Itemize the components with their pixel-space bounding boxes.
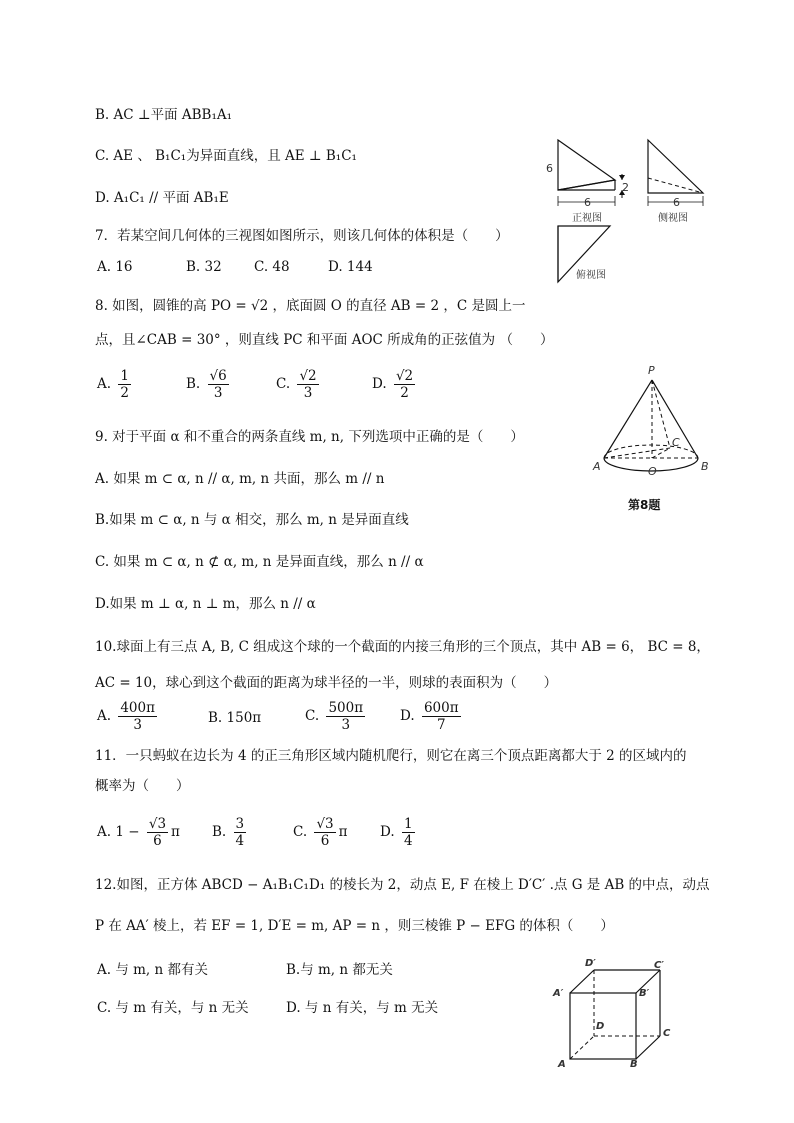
q9-option-a: A. 如果 m ⊂ α, n // α, m, n 共面，那么 m // n xyxy=(95,471,385,487)
q7-option-d: D. 144 xyxy=(328,259,373,275)
top-view-label: 俯视图 xyxy=(576,270,606,281)
q11-option-c-letter: C. xyxy=(293,824,308,840)
q8-option-b-den: 3 xyxy=(213,385,223,401)
q10-option-c-den: 3 xyxy=(341,717,351,733)
q8-option-c-letter: C. xyxy=(276,376,291,392)
q10-option-b-letter: B. xyxy=(208,710,223,726)
dim-6-left: 6 xyxy=(546,162,553,175)
q11-option-d-letter: D. xyxy=(380,824,395,840)
q12-option-d: D. 与 n 有关，与 m 无关 xyxy=(286,1000,439,1016)
q7-option-a: A. 16 xyxy=(97,259,133,275)
q11-option-a xyxy=(97,816,180,849)
q8-option-a xyxy=(97,368,134,401)
cone-label-c: C xyxy=(672,436,680,449)
dim-6-side: 6 xyxy=(673,196,680,209)
three-view-figure xyxy=(540,130,720,290)
q12-option-c: C. 与 m 有关，与 n 无关 xyxy=(97,1000,249,1016)
dim-6-front: 6 xyxy=(584,196,591,209)
q8-option-a-den: 2 xyxy=(120,385,129,401)
front-view-label: 正视图 xyxy=(572,213,602,224)
q10-option-a-den: 3 xyxy=(133,717,142,733)
q8-stem-line1: 8. 如图，圆锥的高 PO = √2 ，底面圆 O 的直径 AB = 2 ，C 是圆上一 xyxy=(95,298,526,314)
q10-stem-line2: AC = 10，球心到这个截面的距离为球半径的一半，则球的表面积为（ ） xyxy=(95,675,558,691)
dim-2: 2 xyxy=(622,181,629,194)
q10-option-b xyxy=(208,710,261,726)
q6-option-b: B. AC ⊥平面 ABB₁A₁ xyxy=(95,107,233,123)
q11-stem-line1: 11．一只蚂蚁在边长为 4 的正三角形区域内随机爬行，则它在离三个顶点距离都大于 2 的区域内的 xyxy=(95,748,687,764)
q12-option-a: A. 与 m, n 都有关 xyxy=(97,962,208,978)
q11-option-a-pre: 1 − xyxy=(115,824,140,840)
q6-option-d: D. A₁C₁ // 平面 AB₁E xyxy=(95,190,229,206)
cube-label-c1: C′ xyxy=(654,960,664,971)
q6-option-c: C. AE 、 B₁C₁为异面直线，且 AE ⊥ B₁C₁ xyxy=(95,148,357,164)
q11-option-a-letter: A. xyxy=(97,824,112,840)
cube-label-d: D xyxy=(596,1021,605,1032)
q11-option-d-num: 1 xyxy=(403,816,413,832)
cube-label-a1: A′ xyxy=(553,988,564,999)
q10-option-c-num: 500π xyxy=(328,700,364,716)
side-view-label: 侧视图 xyxy=(658,213,688,224)
cube-label-b1: B′ xyxy=(639,988,650,999)
q11-option-c-num: √3 xyxy=(316,816,334,832)
q10-option-a-num: 400π xyxy=(120,700,155,716)
q8-option-d xyxy=(372,368,418,401)
q9-option-b: B.如果 m ⊂ α, n 与 α 相交，那么 m, n 是异面直线 xyxy=(95,512,409,528)
q7-stem: 7．若某空间几何体的三视图如图所示，则该几何体的体积是（ ） xyxy=(95,228,509,244)
q9-option-d: D.如果 m ⊥ α, n ⊥ m，那么 n // α xyxy=(95,596,316,612)
q8-option-a-letter: A. xyxy=(97,376,112,392)
q11-option-d xyxy=(380,816,418,849)
cone-label-p: P xyxy=(648,364,655,377)
q8-stem-line2: 点，且∠CAB = 30° ，则直线 PC 和平面 AOC 所成角的正弦值为 （ ） xyxy=(95,332,554,348)
q11-option-c xyxy=(293,816,348,849)
q8-option-a-num: 1 xyxy=(120,368,129,384)
q9-option-c: C. 如果 m ⊂ α, n ⊄ α, m, n 是异面直线，那么 n // α xyxy=(95,554,424,570)
q9-stem: 9. 对于平面 α 和不重合的两条直线 m, n, 下列选项中正确的是（ ） xyxy=(95,429,524,445)
cone-label-b: B xyxy=(701,460,709,473)
cube-label-c: C xyxy=(663,1028,671,1039)
q10-option-a-letter: A. xyxy=(97,708,112,724)
cube-label-d1: D′ xyxy=(585,958,596,969)
q12-stem-line1: 12.如图，正方体 ABCD − A₁B₁C₁D₁ 的棱长为 2，动点 E, F 在棱上 D′C′ .点 G 是 AB 的中点，动点 xyxy=(95,877,710,893)
cone-label-a: A xyxy=(593,460,601,473)
q7-option-b: B. 32 xyxy=(186,259,222,275)
q11-option-c-post: π xyxy=(338,824,348,840)
q10-option-d-num: 600π xyxy=(423,700,459,716)
q10-option-c xyxy=(305,700,368,733)
cube-figure xyxy=(552,958,692,1073)
three-view-svg xyxy=(540,130,720,290)
q10-option-b-text: 150π xyxy=(226,710,262,726)
q11-stem-line2: 概率为（ ） xyxy=(95,778,190,794)
q8-option-c-den: 3 xyxy=(303,385,313,401)
q8-option-b-num: √6 xyxy=(209,368,227,384)
q11-option-b-num: 3 xyxy=(235,816,245,832)
cube-label-a: A xyxy=(558,1059,566,1070)
cone-label-o: O xyxy=(648,465,657,478)
q10-option-d xyxy=(400,700,464,733)
cube-svg xyxy=(552,958,692,1073)
q11-option-a-den: 6 xyxy=(153,833,162,849)
q8-option-d-num: √2 xyxy=(395,368,414,384)
cube-label-b: B xyxy=(630,1059,638,1070)
q11-option-b-den: 4 xyxy=(235,833,245,849)
q7-option-c: C. 48 xyxy=(254,259,290,275)
q8-option-c xyxy=(276,368,322,401)
front-view-shape xyxy=(558,140,615,190)
q11-option-a-num: √3 xyxy=(148,816,167,832)
q8-option-b xyxy=(186,368,232,401)
q10-option-a xyxy=(97,700,160,733)
q11-option-b xyxy=(212,816,249,849)
q10-option-c-letter: C. xyxy=(305,708,320,724)
q8-option-c-num: √2 xyxy=(299,368,317,384)
q11-option-d-den: 4 xyxy=(403,833,413,849)
q10-stem-line1: 10.球面上有三点 A, B, C 组成这个球的一个截面的内接三角形的三个顶点，其中 AB = 6， BC = 8， xyxy=(95,639,710,655)
q11-option-a-post: π xyxy=(171,824,180,840)
q8-option-d-letter: D. xyxy=(372,376,387,392)
q11-option-c-den: 6 xyxy=(320,833,330,849)
q8-option-b-letter: B. xyxy=(186,376,201,392)
q12-stem-line2: P 在 AA′ 棱上，若 EF = 1, D′E = m, AP = n ，则三棱锥 P − EFG 的体积（ ） xyxy=(95,918,614,934)
q8-option-d-den: 2 xyxy=(400,385,409,401)
cone-caption: 第8题 xyxy=(628,498,661,512)
q12-option-b: B.与 m, n 都无关 xyxy=(286,962,393,978)
cone-figure xyxy=(590,364,720,518)
q10-option-d-letter: D. xyxy=(400,708,415,724)
q10-option-d-den: 7 xyxy=(436,717,446,733)
q11-option-b-letter: B. xyxy=(212,824,227,840)
